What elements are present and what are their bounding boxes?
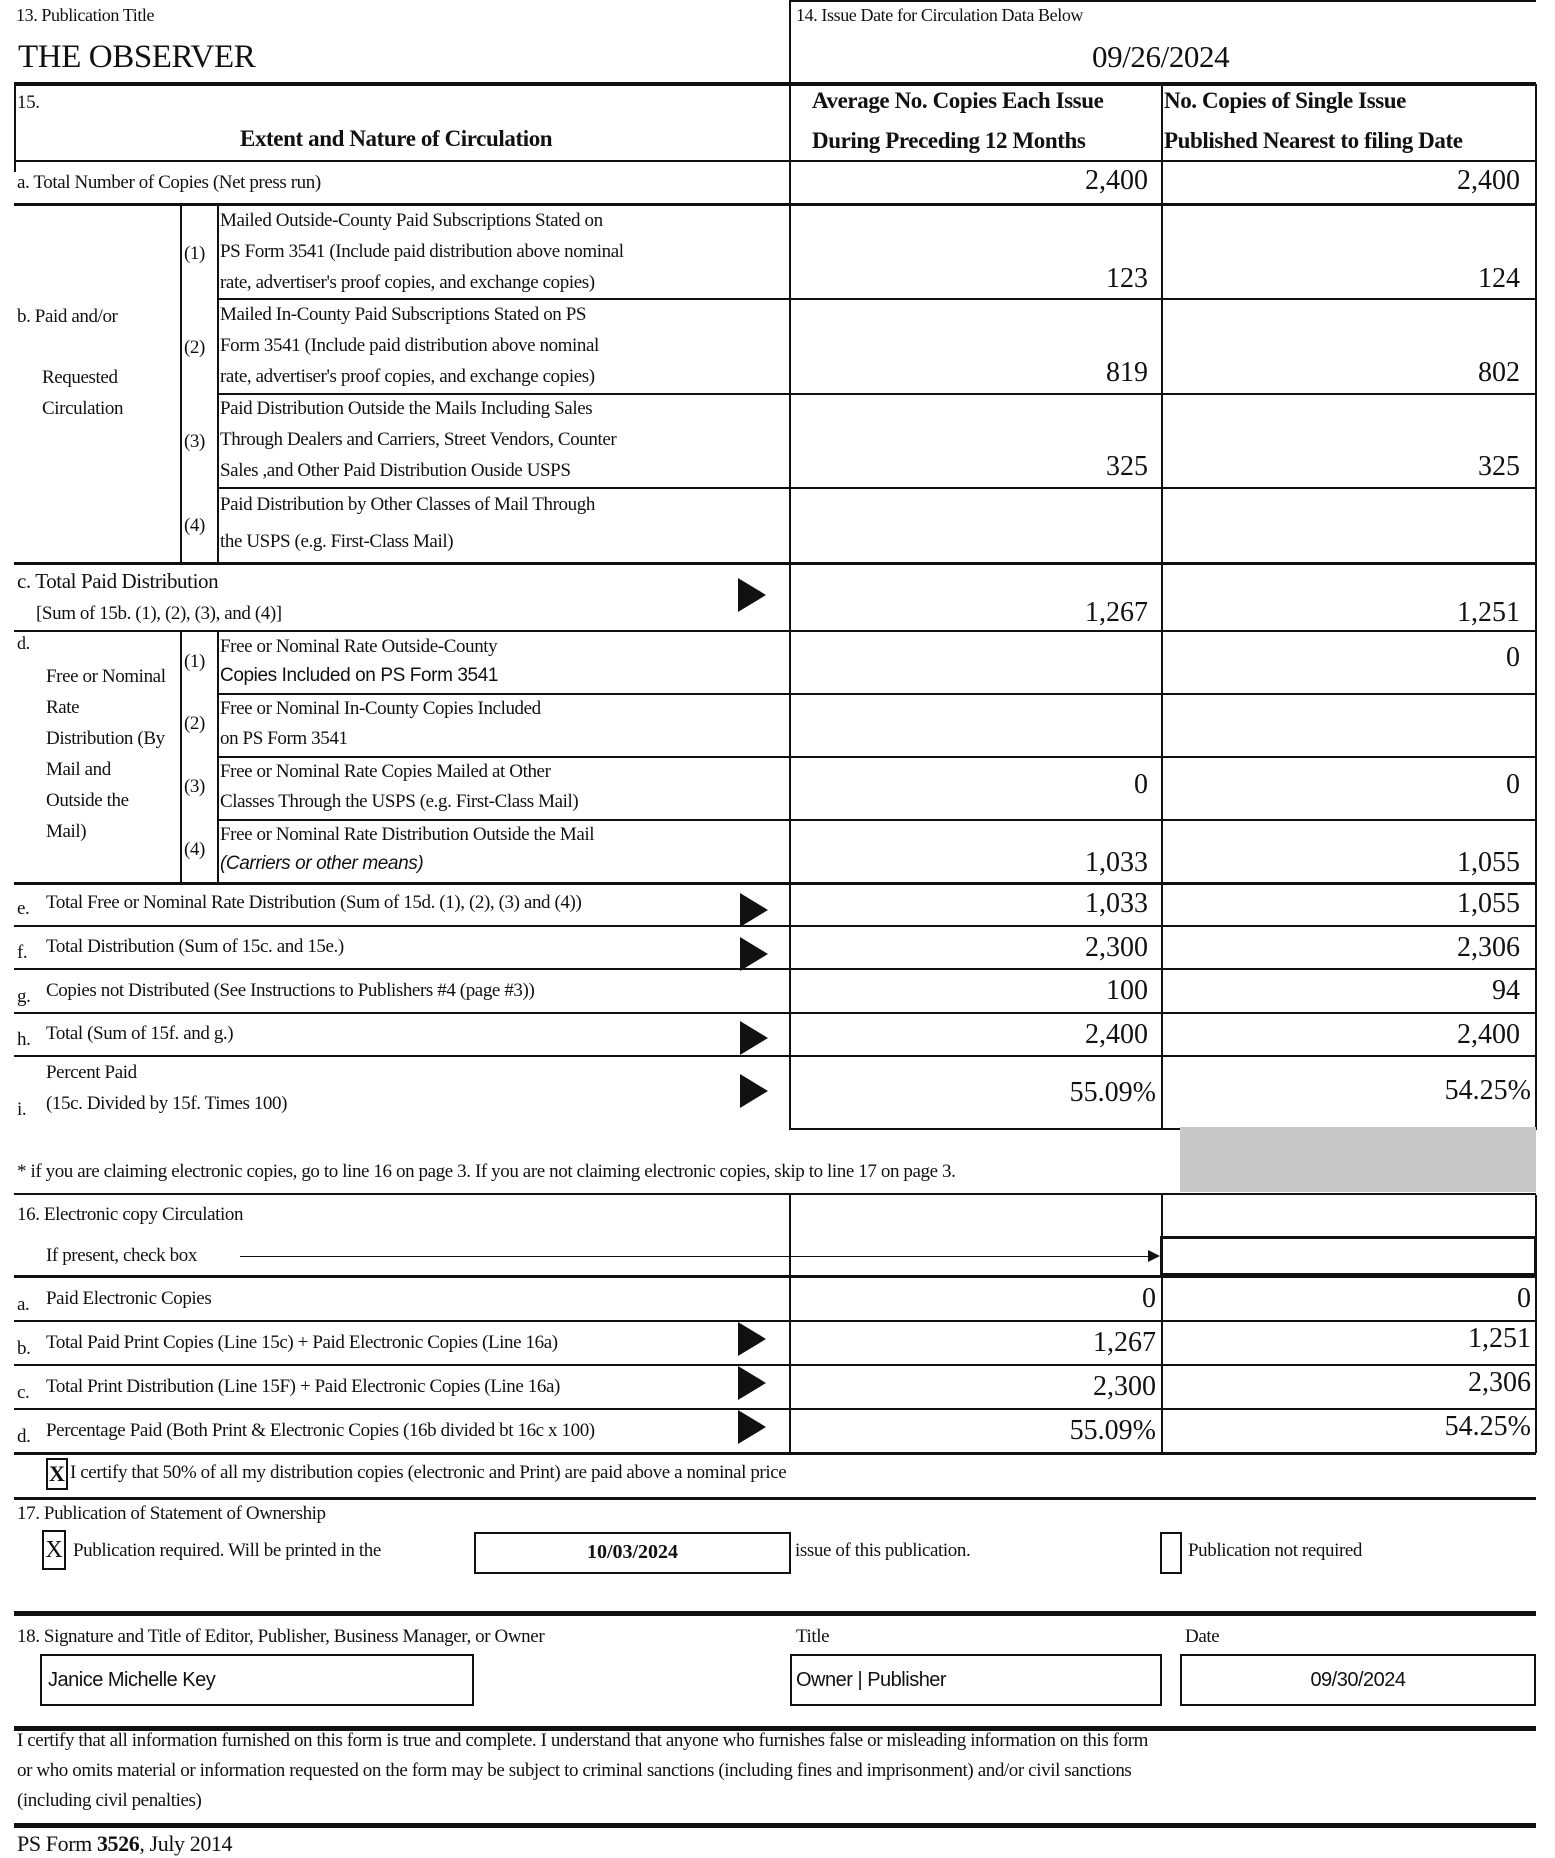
shaded-block [1180,1127,1536,1192]
free-item-number: (1) [184,651,205,672]
arrow-icon [738,1366,766,1400]
publication-title-label: 13. Publication Title [16,5,155,25]
paid-item-line: Form 3541 (Include paid distribution above nominal [220,335,599,356]
paid-item-single: 325 [1478,451,1520,482]
electronic-row-single: 1,251 [1468,1323,1531,1354]
row-f-avg: 2,300 [1085,932,1148,963]
paid-item-avg: 123 [1106,263,1148,294]
issue-date-value: 09/26/2024 [1092,39,1230,74]
electronic-check-label: If present, check box [46,1245,197,1266]
row-g-label: Copies not Distributed (See Instructions to Publishers #4 (page #3)) [46,980,535,1001]
electronic-row-single: 0 [1517,1283,1531,1314]
footer-form-number: 3526 [96,1831,140,1856]
paid-item-number: (3) [184,431,205,452]
single-header-line2: Published Nearest to filing Date [1164,128,1463,153]
signature-title-field[interactable]: Owner | Publisher [790,1654,1162,1706]
title-label: Title [796,1626,830,1647]
row-a-single: 2,400 [1457,165,1520,196]
row-g-avg: 100 [1106,975,1148,1006]
row-e-label: Total Free or Nominal Rate Distribution (Sum of 15d. (1), (2), (3) and (4)) [46,892,582,913]
row-e-avg: 1,033 [1085,888,1148,919]
certification-line: I certify that all information furnished on this form is true and complete. I understand that anyone who furnishes false or misleading information on this form [17,1730,1148,1751]
paid-item-line: Mailed Outside-County Paid Subscriptions Stated on [220,210,603,231]
row-e-single: 1,055 [1457,888,1520,919]
paid-item-line: Paid Distribution by Other Classes of Mail Through [220,494,595,515]
free-group-line: Mail and [46,759,111,780]
electronic-row-letter: c. [17,1382,30,1403]
row-a-label: a. Total Number of Copies (Net press run) [17,172,321,193]
extent-header: Extent and Nature of Circulation [240,126,553,151]
issue-date-label: 14. Issue Date for Circulation Data Below [796,5,1084,25]
section-15-number: 15. [17,92,40,113]
issue-date-field[interactable]: 10/03/2024 [474,1532,791,1574]
footer-suffix: , July 2014 [139,1831,233,1856]
row-f-letter: f. [17,942,28,963]
free-item-line: Free or Nominal Rate Outside-County [220,636,498,657]
publication-not-required-label: Publication not required [1188,1540,1363,1561]
form-footer [17,1832,232,1856]
issue-suffix: issue of this publication. [795,1540,971,1561]
free-letter: d. [17,633,30,653]
publication-required-checkbox[interactable]: X [42,1530,66,1570]
arrow-icon [740,893,768,927]
electronic-row-letter: a. [17,1294,30,1315]
row-f-label: Total Distribution (Sum of 15c. and 15e.) [46,936,344,957]
row-e-letter: e. [17,898,30,919]
paid-group-label-1: b. Paid and/or [17,306,118,327]
arrow-icon [740,1074,768,1108]
electronic-row-avg: 0 [1142,1283,1156,1314]
free-item-number: (3) [184,776,205,797]
free-group-line: Free or Nominal [46,666,166,687]
publication-not-required-checkbox[interactable] [1160,1532,1182,1574]
date-label: Date [1185,1626,1220,1647]
paid-item-line: Through Dealers and Carriers, Street Vendors, Counter [220,429,617,450]
signature-name-field[interactable]: Janice Michelle Key [40,1654,474,1706]
row-c-single: 1,251 [1457,597,1520,628]
ownership-title: 17. Publication of Statement of Ownership [17,1503,326,1524]
paid-item-avg: 819 [1106,357,1148,388]
avg-header-line2: During Preceding 12 Months [812,128,1086,153]
row-h-single: 2,400 [1457,1019,1520,1050]
certification-line: (including civil penalties) [17,1790,202,1811]
free-item-line: (Carriers or other means) [220,853,424,874]
row-h-avg: 2,400 [1085,1019,1148,1050]
paid-item-avg: 325 [1106,451,1148,482]
electronic-row-single: 2,306 [1468,1367,1531,1398]
electronic-row-single: 54.25% [1444,1411,1531,1442]
paid-item-single: 124 [1478,263,1520,294]
signature-date-field[interactable]: 09/30/2024 [1180,1654,1536,1706]
row-g-letter: g. [17,986,31,1007]
electronic-checkbox[interactable] [1160,1236,1537,1276]
paid-item-single: 802 [1478,357,1520,388]
arrow-icon [738,1410,766,1444]
paid-item-line: Sales ,and Other Paid Distribution Ouside USPS [220,460,571,481]
row-c-label-2: [Sum of 15b. (1), (2), (3), and (4)] [36,603,282,624]
paid-item-number: (4) [184,515,205,536]
electronic-row-avg: 55.09% [1069,1415,1156,1446]
electronic-title: 16. Electronic copy Circulation [17,1204,244,1225]
free-item-line: Copies Included on PS Form 3541 [220,665,499,686]
paid-item-line: Paid Distribution Outside the Mails Including Sales [220,398,593,419]
row-h-label: Total (Sum of 15f. and g.) [46,1023,234,1044]
free-item-line: Free or Nominal Rate Copies Mailed at Other [220,761,551,782]
paid-item-line: rate, advertiser's proof copies, and exchange copies) [220,272,595,293]
row-f-single: 2,306 [1457,932,1520,963]
electronic-row-avg: 1,267 [1093,1327,1156,1358]
signature-label: 18. Signature and Title of Editor, Publisher, Business Manager, or Owner [17,1626,545,1647]
paid-group-label-2: Requested [42,367,118,388]
publication-required-label: Publication required. Will be printed in the [73,1540,381,1561]
electronic-row-avg: 2,300 [1093,1371,1156,1402]
paid-item-number: (2) [184,337,205,358]
electronic-row-letter: b. [17,1338,31,1359]
free-group-line: Outside the [46,790,129,811]
free-item-single: 0 [1506,769,1520,800]
paid-item-line: the USPS (e.g. First-Class Mail) [220,531,454,552]
arrow-icon [738,1322,766,1356]
row-a-avg: 2,400 [1085,165,1148,196]
free-item-line: on PS Form 3541 [220,728,348,749]
row-i-letter: i. [17,1099,27,1120]
electronic-row-label: Total Paid Print Copies (Line 15c) + Paid Electronic Copies (Line 16a) [46,1332,558,1353]
electronic-note: * if you are claiming electronic copies, go to line 16 on page 3. If you are not claiming electronic copies, skip to line 17 on page 3. [17,1161,956,1182]
free-group-line: Distribution (By [46,728,165,749]
arrow-icon [740,1021,768,1055]
paid-item-line: PS Form 3541 (Include paid distribution above nominal [220,241,624,262]
row-i-label-1: Percent Paid [46,1062,137,1083]
row-c-avg: 1,267 [1085,597,1148,628]
row-i-avg: 55.09% [1069,1077,1156,1108]
paid-group-label-3: Circulation [42,398,124,419]
footer-prefix: PS Form [17,1831,97,1856]
avg-header-line1: Average No. Copies Each Issue [812,88,1104,113]
certification-line: or who omits material or information requested on the form may be subject to criminal sanctions (including fines and imprisonment) and/or civil sanctions [17,1760,1132,1781]
electronic-row-letter: d. [17,1426,31,1447]
free-item-single: 0 [1506,642,1520,673]
arrow-icon [738,578,766,612]
free-group-line: Rate [46,697,80,718]
free-group-line: Mail) [46,821,87,842]
row-h-letter: h. [17,1029,31,1050]
row-c-label-1: c. Total Paid Distribution [17,569,219,593]
free-item-avg: 0 [1134,769,1148,800]
free-item-single: 1,055 [1457,847,1520,878]
free-item-line: Classes Through the USPS (e.g. First-Class Mail) [220,791,579,812]
arrow-icon [740,937,768,971]
certify-text: I certify that 50% of all my distribution copies (electronic and Print) are paid above a nominal price [70,1462,787,1483]
electronic-row-label: Percentage Paid (Both Print & Electronic Copies (16b divided bt 16c x 100) [46,1420,595,1441]
publication-title-value: THE OBSERVER [18,39,256,75]
electronic-row-label: Total Print Distribution (Line 15F) + Paid Electronic Copies (Line 16a) [46,1376,560,1397]
row-i-label-2: (15c. Divided by 15f. Times 100) [46,1093,288,1114]
paid-item-line: Mailed In-County Paid Subscriptions Stated on PS [220,304,587,325]
row-i-single: 54.25% [1444,1075,1531,1106]
leader-arrow-icon [1148,1250,1160,1262]
free-item-line: Free or Nominal In-County Copies Included [220,698,541,719]
paid-item-number: (1) [184,243,205,264]
leader-line [240,1256,1155,1257]
free-item-number: (4) [184,839,205,860]
free-item-avg: 1,033 [1085,847,1148,878]
certify-checkbox[interactable]: X [46,1458,68,1490]
electronic-row-label: Paid Electronic Copies [46,1288,212,1309]
free-item-number: (2) [184,713,205,734]
row-g-single: 94 [1492,975,1520,1006]
free-item-line: Free or Nominal Rate Distribution Outside the Mail [220,824,595,845]
single-header-line1: No. Copies of Single Issue [1164,88,1406,113]
paid-item-line: rate, advertiser's proof copies, and exchange copies) [220,366,595,387]
